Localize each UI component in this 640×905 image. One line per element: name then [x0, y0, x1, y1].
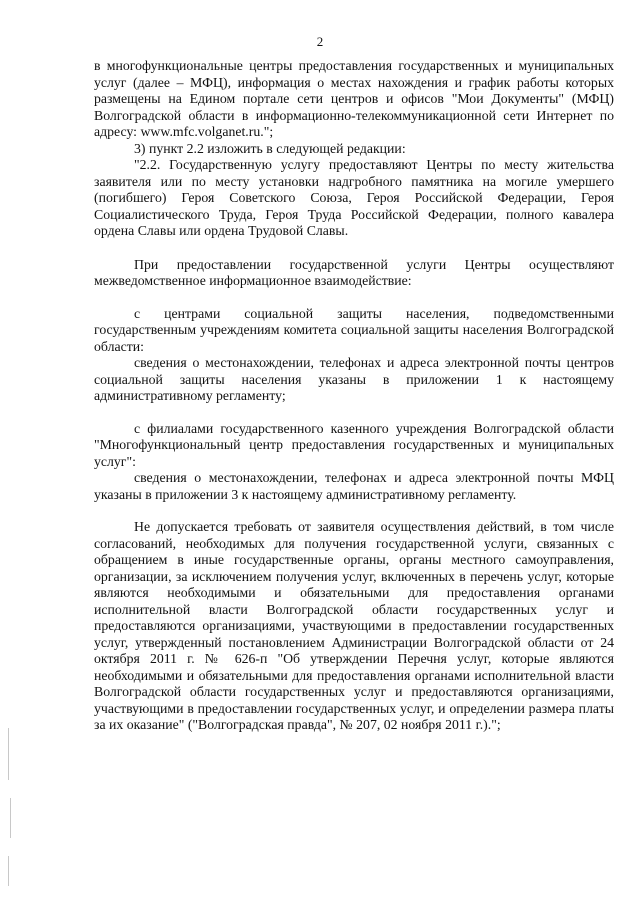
paragraph-mfc-info: сведения о местонахождении, телефонах и адреса электронной почты МФЦ указаны в приложении 3 к настоящему административному регламенту.	[94, 470, 614, 502]
page-number: 2	[316, 34, 324, 49]
paragraph-clause-2-2: "2.2. Государственную услугу предоставляют Центры по месту жительства заявителя или по месту установки надгробного памятника на могиле умершего (погибшего) Героя Советского Союза, Героя Российской Федерации, Героя Социалистического Труда, Героя Труда Российской Федерации, полного кавалера ордена Славы или ордена Трудовой Славы.	[94, 157, 614, 238]
paragraph-item-3: 3) пункт 2.2 изложить в следующей редакции:	[134, 140, 406, 156]
scan-margin-marks	[8, 728, 12, 888]
paragraph-social-centers-info: сведения о местонахождении, телефонах и адреса электронной почты центров социальной защиты населения указаны в приложении 1 к настоящему административному регламенту;	[94, 355, 614, 403]
paragraph-social-centers: с центрами социальной защиты населения, подведомственными государственным учреждениям комитета социальной защиты населения Волгоградской области:	[94, 305, 614, 354]
paragraph-mfc-continuation: в многофункциональные центры предоставления государственных и муниципальных услуг (далее – МФЦ), информация о местах нахождения и график работы которых размещены на Едином портале сети центров и офисов "Мои Документы" (МФЦ) Волгоградской области в информационно-телекоммуникационной сети Интернет по адресу: www.mfc.volganet.ru.";	[94, 58, 614, 139]
document-body	[94, 58, 614, 734]
paragraph-mfc-branches: с филиалами государственного казенного учреждения Волгоградской области "Многофункциональный центр предоставления государственных и муниципальных услуг":	[94, 420, 614, 469]
paragraph-interaction-intro: При предоставлении государственной услуги Центры осуществляют межведомственное информационное взаимодействие:	[94, 256, 614, 288]
paragraph-prohibition: Не допускается требовать от заявителя осуществления действий, в том числе согласований, необходимых для получения государственной услуги, связанных с обращением в иные государственные органы, органы местного самоуправления, организации, за исключением получения услуг, включенных в перечень услуг, которые являются необходимыми и обязательными для предоставления органами исполнительной власти Волгоградской области государственных услуг и предоставляются организациями, участвующими в предоставлении государственных услуг, утвержденный постановлением Администрации Волгоградской области от 24 октября 2011 г. № 626-п "Об утверждении Перечня услуг, которые являются необходимыми и обязательными для предоставления органами исполнительной власти Волгоградской области государственных услуг и предоставляются организациями, участвующими в предоставлении государственных услуг, и определении размера платы за их оказание" ("Волгоградская правда", № 207, 02 ноября 2011 г.).";	[94, 519, 614, 732]
